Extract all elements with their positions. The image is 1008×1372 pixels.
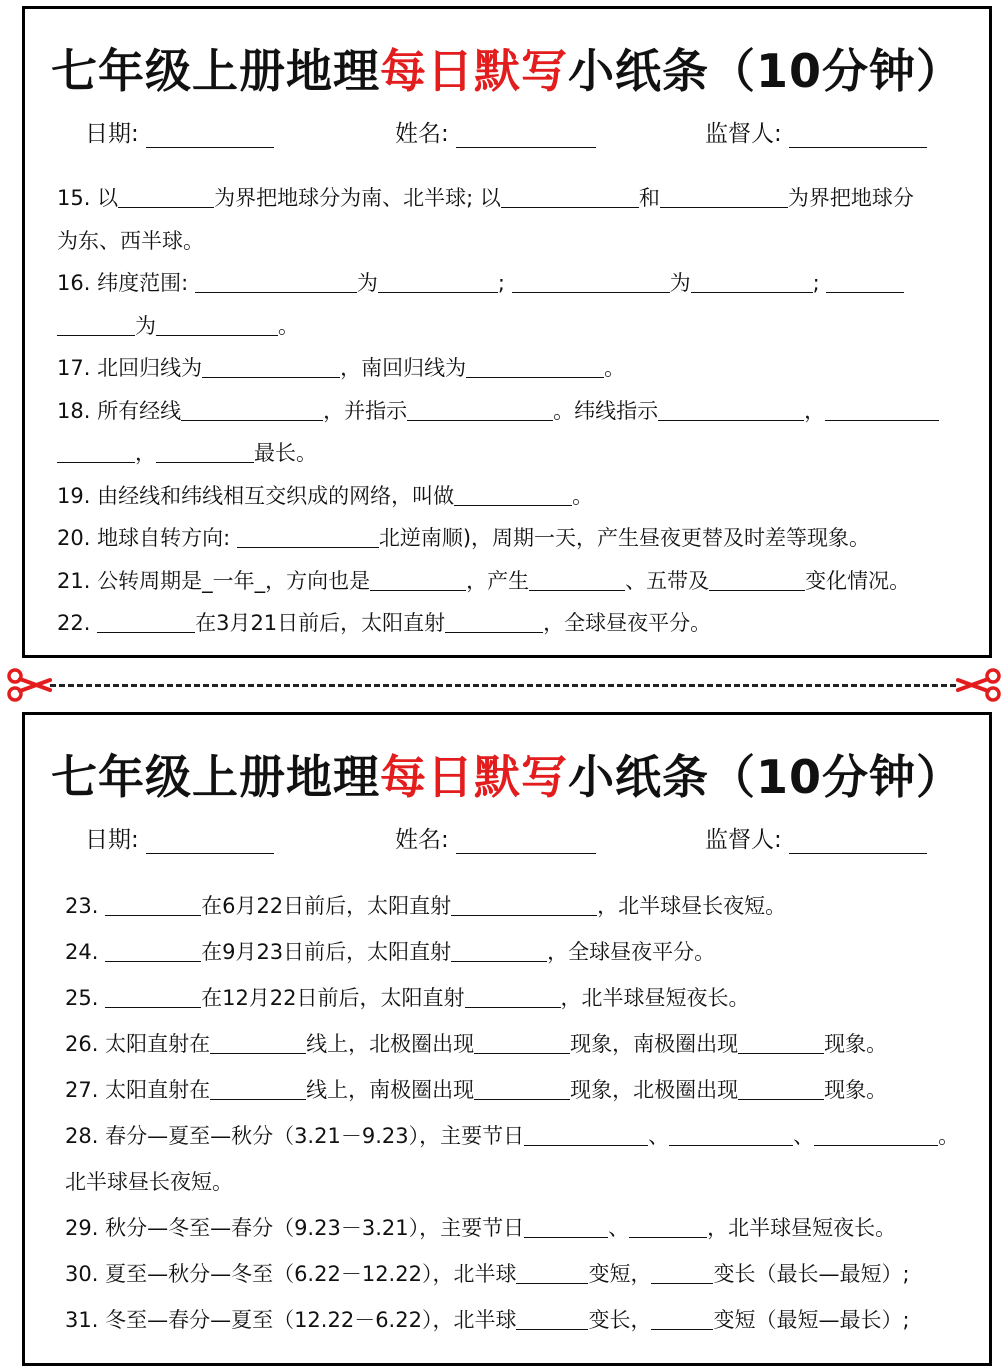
question-text: 在9月23日前后，太阳直射 [201,940,452,964]
question-line [57,475,971,518]
answer-blank[interactable] [210,1075,306,1100]
question-line [65,1113,971,1159]
answer-blank[interactable] [466,353,604,378]
question-text: 25. [65,986,106,1010]
answer-blank[interactable] [651,1259,713,1284]
question-text: 为 [669,271,691,295]
question-text: ; [812,271,827,295]
answer-blank[interactable] [516,1259,588,1284]
question-line [57,517,971,560]
answer-blank[interactable] [660,183,788,208]
answer-blank[interactable] [529,566,625,591]
question-text: 15. 以 [57,186,119,210]
question-text: 。 [278,313,299,338]
answer-blank[interactable] [57,311,135,336]
question-line [57,390,971,433]
question-text: 24. [65,940,106,964]
supervisor-blank[interactable] [789,827,927,854]
name-blank[interactable] [456,121,596,148]
answer-blank[interactable] [738,1075,824,1100]
answer-blank[interactable] [474,1075,570,1100]
question-line [65,1159,971,1205]
title-tail: 小纸条（10分钟） [567,750,963,804]
date-field[interactable] [85,115,274,148]
question-text: 为界把地球分 [787,186,914,210]
question-line [65,1297,971,1343]
question-text: 。 [572,483,594,508]
cut-line [0,668,1008,702]
question-text: 为东、西半球。 [57,228,204,253]
answer-blank[interactable] [516,1305,588,1330]
question-text: 22. [57,611,98,635]
question-text: 。 [938,1124,960,1148]
answer-blank[interactable] [57,438,135,463]
answer-blank[interactable] [237,523,379,548]
answer-blank[interactable] [524,1213,608,1238]
scissors-icon [6,668,52,702]
question-text: 18. 所有经线 [57,398,182,423]
title-main: 七年级上册地理 [50,44,380,98]
question-text: 在12月22日前后，太阳直射 [201,986,465,1010]
question-text: 、五带及 [625,568,710,593]
supervisor-field[interactable] [705,821,927,854]
slip-header-fields [25,821,989,861]
supervisor-label: 监督人: [705,827,782,853]
question-text: 在6月22日前后，太阳直射 [201,894,452,918]
answer-blank[interactable] [524,1121,648,1146]
question-text: 变短， [588,1262,652,1286]
slip-title [25,35,989,101]
answer-blank[interactable] [156,438,254,463]
answer-blank[interactable] [691,268,813,293]
question-line [57,432,971,475]
answer-blank[interactable] [105,937,201,962]
question-line [65,1251,971,1297]
question-line [65,1205,971,1251]
name-label: 姓名: [395,121,449,147]
question-text: 。 [604,356,626,380]
question-text: ，并指示 [323,398,408,423]
answer-blank[interactable] [512,268,670,293]
question-text: ， [135,441,156,465]
question-line [57,220,971,263]
question-line [65,1067,971,1113]
question-text: 、 [608,1216,630,1240]
dictation-slip-1 [22,6,992,658]
answer-blank[interactable] [474,1029,570,1054]
question-line [57,305,971,348]
question-text: 29. 秋分—冬至—春分（9.23－3.21），主要节日 [65,1216,525,1240]
answer-blank[interactable] [378,268,498,293]
question-line [65,975,971,1021]
question-list [57,177,971,645]
question-line [65,929,971,975]
question-line [57,347,971,390]
supervisor-field[interactable] [705,115,927,148]
question-text: 北逆南顺)，周期一天，产生昼夜更替及时差等现象。 [378,526,871,550]
answer-blank[interactable] [451,937,547,962]
question-text: ，全球昼夜平分。 [543,611,712,635]
question-line [57,602,971,645]
question-text: ， [804,398,826,423]
question-text: 20. 地球自转方向: [57,526,237,550]
title-main: 七年级上册地理 [50,750,380,804]
title-highlight: 每日默写 [379,44,568,98]
supervisor-label: 监督人: [705,121,782,147]
dictation-slip-2 [22,712,992,1366]
answer-blank[interactable] [825,396,939,421]
question-text: 变短（最短—最长）; [713,1308,910,1332]
question-text: 现象，南极圈出现 [570,1032,739,1056]
question-text: 变长， [588,1308,652,1332]
question-text: 变长（最长—最短）; [713,1262,910,1286]
question-text: 最长。 [254,441,317,465]
question-text: 17. 北回归线为 [57,356,203,380]
date-label: 日期: [85,827,139,853]
question-text: 。纬线指示 [553,398,659,423]
supervisor-blank[interactable] [789,121,927,148]
answer-blank[interactable] [105,983,201,1008]
answer-blank[interactable] [202,353,340,378]
question-text: ; [497,271,512,295]
question-line [65,883,971,929]
answer-blank[interactable] [451,891,597,916]
answer-blank[interactable] [445,608,543,633]
answer-blank[interactable] [465,983,561,1008]
question-text: 31. 冬至—春分—夏至（12.22－6.22），北半球 [65,1308,517,1332]
question-text: 变化情况。 [805,568,911,593]
question-text: 、 [648,1124,670,1148]
question-text: 现象。 [824,1078,888,1102]
date-field[interactable] [85,821,274,854]
answer-blank[interactable] [195,268,357,293]
question-text: 现象，北极圈出现 [570,1078,739,1102]
title-tail: 小纸条（10分钟） [567,44,963,98]
question-text: ，南回归线为 [340,356,467,380]
answer-blank[interactable] [407,396,553,421]
question-text: 线上，北极圈出现 [306,1032,475,1056]
answer-blank[interactable] [181,396,323,421]
question-line [57,262,971,305]
question-text: 21. 公转周期是_一年_，方向也是 [57,568,371,593]
name-blank[interactable] [456,827,596,854]
question-line [57,177,971,220]
name-field[interactable] [395,821,596,854]
answer-blank[interactable] [629,1213,707,1238]
question-line [65,1021,971,1067]
slip-header-fields [25,115,989,155]
question-text: 为界把地球分为南、北半球; 以 [214,186,501,210]
question-text: 、 [793,1124,815,1148]
answer-blank[interactable] [156,311,278,336]
name-field[interactable] [395,115,596,148]
name-label: 姓名: [395,827,449,853]
answer-blank[interactable] [97,608,195,633]
question-text: 线上，南极圈出现 [306,1078,475,1102]
date-blank[interactable] [146,121,274,148]
question-text: 16. 纬度范围: [57,271,195,295]
question-text: 26. 太阳直射在 [65,1032,211,1056]
answer-blank[interactable] [651,1305,713,1330]
question-text: 在3月21日前后，太阳直射 [195,611,446,635]
answer-blank[interactable] [814,1121,938,1146]
question-text: 北半球昼长夜短。 [65,1170,233,1194]
question-text: ，北半球昼长夜短。 [597,894,787,918]
answer-blank[interactable] [501,183,639,208]
question-text: ，产生 [466,568,530,593]
slip-title [25,741,989,807]
question-text: 为 [356,271,378,295]
date-label: 日期: [85,121,139,147]
answer-blank[interactable] [709,566,805,591]
date-blank[interactable] [146,827,274,854]
question-text: 27. 太阳直射在 [65,1078,211,1102]
dashed-separator [50,684,956,687]
answer-blank[interactable] [738,1029,824,1054]
answer-blank[interactable] [105,891,201,916]
answer-blank[interactable] [210,1029,306,1054]
question-text: ，北半球昼短夜长。 [560,986,750,1010]
title-highlight: 每日默写 [379,750,568,804]
question-text: 现象。 [824,1032,888,1056]
question-text: 和 [638,186,660,210]
question-text: ，北半球昼短夜长。 [707,1216,897,1240]
answer-blank[interactable] [454,481,572,506]
scissors-icon [956,668,1002,702]
answer-blank[interactable] [658,396,804,421]
question-text: ，全球昼夜平分。 [547,940,716,964]
question-text: 23. [65,894,106,918]
answer-blank[interactable] [370,566,466,591]
question-text: 28. 春分—夏至—秋分（3.21－9.23），主要节日 [65,1124,525,1148]
answer-blank[interactable] [826,268,904,293]
question-text: 19. 由经线和纬线相互交织成的网络，叫做 [57,483,455,508]
answer-blank[interactable] [118,183,214,208]
question-line [57,560,971,603]
question-text: 30. 夏至—秋分—冬至（6.22－12.22），北半球 [65,1262,517,1286]
answer-blank[interactable] [669,1121,793,1146]
question-text: 为 [135,313,156,338]
question-list [65,883,971,1343]
